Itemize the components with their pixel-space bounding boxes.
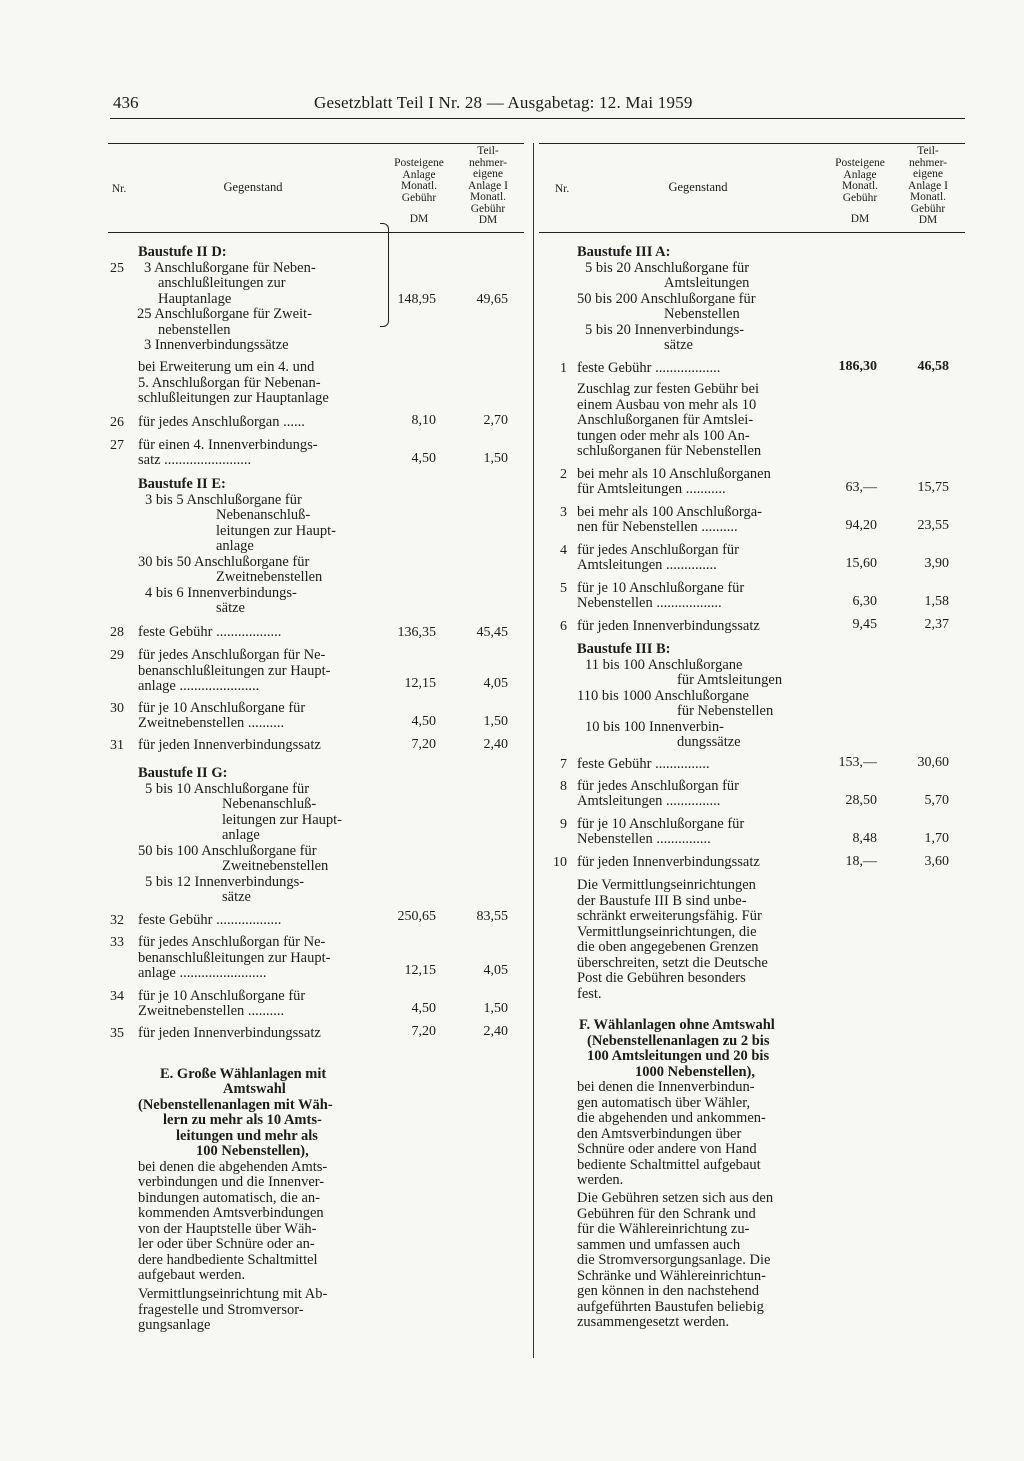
table-text-line: Vermittlungseinrichtungen, die [577, 924, 757, 940]
fee-teilnehmereigene: 3,90 [924, 556, 949, 571]
header-nr: Nr. [111, 183, 127, 195]
header-col1-line: Monatl. [841, 180, 879, 192]
row-number: 35 [110, 1026, 124, 1041]
section-heading: Amtswahl [223, 1081, 286, 1097]
table-text-line: die oben angegebenen Grenzen [577, 939, 759, 955]
table-text-line: 5. Anschlußorgan für Nebenan- [138, 375, 321, 391]
section-heading: F. Wählanlagen ohne Amtswahl [579, 1017, 775, 1033]
section-heading: 100 Nebenstellen), [196, 1143, 309, 1159]
table-text-line: den Amtsverbindungen über [577, 1126, 742, 1142]
row-number: 2 [560, 467, 567, 482]
table-text-line: gungsanlage [138, 1317, 211, 1333]
fee-teilnehmereigene: 1,50 [483, 451, 508, 466]
table-text-line: Schnüre oder andere von Hand [577, 1141, 757, 1157]
table-text-line: gen können in den nachstehend [577, 1283, 760, 1299]
table-text-line: nebenstellen [158, 322, 231, 338]
fee-posteigene: 148,95 [397, 292, 436, 307]
header-col1-line: Posteigene [835, 157, 885, 169]
fee-posteigene: 9,45 [852, 617, 877, 632]
table-text-line: 5 bis 10 Anschlußorgane für [145, 781, 310, 797]
table-text-line: feste Gebühr .................. [577, 360, 721, 376]
table-text-line: überschreiten, setzt die Deutsche [577, 955, 768, 971]
page-number: 436 [113, 93, 139, 112]
table-text-line: sätze [664, 337, 693, 353]
header-teilnehmereigene [891, 146, 965, 227]
table-text-line: leitungen zur Haupt- [216, 523, 336, 539]
table-text-line: für je 10 Anschlußorgane für [138, 988, 306, 1004]
fee-posteigene: 6,30 [852, 594, 877, 609]
table-text-line: 5 bis 20 Innenverbindungs- [585, 322, 745, 338]
header-col1-line: Gebühr [401, 191, 437, 204]
table-text-line: für Nebenstellen [677, 703, 774, 719]
fee-teilnehmereigene: 30,60 [917, 755, 949, 770]
table-text-line: für jedes Anschlußorgan für [577, 778, 740, 794]
table-text-line: fragestelle und Stromversor- [138, 1302, 304, 1318]
table-text-line: Zweitnebenstellen .......... [138, 1003, 285, 1019]
fee-teilnehmereigene: 1,50 [483, 714, 508, 729]
table-text-line: 5 bis 12 Innenverbindungs- [145, 874, 305, 890]
table-text-line: für jeden Innenverbindungssatz [138, 1025, 321, 1041]
header-col1-unit: DM [409, 213, 429, 225]
row-number: 9 [560, 817, 567, 832]
header-col2-line: Anlage I [908, 179, 948, 192]
fee-teilnehmereigene: 1,70 [924, 831, 949, 846]
table-text-line: aufgebaut werden. [138, 1267, 246, 1283]
table-text-line: einem Ausbau von mehr als 10 [577, 397, 757, 413]
table-text-line: Vermittlungseinrichtung mit Ab- [138, 1286, 328, 1302]
fee-posteigene: 4,50 [411, 451, 436, 466]
table-text-line: 25 Anschlußorgane für Zweit- [137, 306, 312, 322]
table-text-line: für Amtsleitungen [677, 672, 783, 688]
table-text-line: die Stromversorgungsanlage. Die [577, 1252, 771, 1268]
fee-posteigene: 18,— [845, 854, 877, 869]
table-text-line: Amtsleitungen .............. [577, 557, 717, 573]
left-column [108, 143, 524, 1333]
header-rule [110, 118, 965, 119]
table-text-line: 50 bis 200 Anschlußorgane für [577, 291, 756, 307]
table-header-right [539, 143, 965, 233]
table-text-line: leitungen zur Haupt- [222, 812, 342, 828]
section-heading: Baustufe II D: [138, 244, 227, 260]
row-number: 3 [560, 505, 567, 520]
table-text-line: 50 bis 100 Anschlußorgane für [138, 843, 317, 859]
fee-teilnehmereigene: 1,58 [924, 594, 949, 609]
right-column [539, 143, 965, 1330]
table-text-line: für je 10 Anschlußorgane für [577, 580, 745, 596]
row-number: 5 [560, 581, 567, 596]
row-number: 27 [110, 438, 124, 453]
table-text-line: anlage ...................... [138, 678, 260, 694]
fee-teilnehmereigene: 3,60 [924, 854, 949, 869]
table-text-line: Die Gebühren setzen sich aus den [577, 1190, 774, 1206]
fee-teilnehmereigene: 2,37 [924, 617, 949, 632]
row-number: 7 [560, 757, 567, 772]
fee-posteigene: 186,30 [838, 359, 877, 374]
table-text-line: ler oder über Schnüre oder an- [138, 1236, 315, 1252]
row-number: 34 [110, 989, 124, 1004]
brace-bracket [380, 223, 389, 327]
table-text-line: 3 bis 5 Anschlußorgane für [145, 492, 302, 508]
header-col1-unit: DM [850, 213, 870, 225]
row-number: 31 [110, 738, 124, 753]
table-text-line: Anschlußorganen für Amtslei- [577, 412, 754, 428]
section-heading: (Nebenstellenanlagen mit Wäh- [138, 1097, 333, 1113]
fee-teilnehmereigene: 2,40 [483, 737, 508, 752]
table-text-line: Die Vermittlungseinrichtungen [577, 877, 756, 893]
table-text-line: Zweitnebenstellen .......... [138, 715, 285, 731]
fee-teilnehmereigene: 45,45 [476, 625, 508, 640]
row-number: 4 [560, 543, 567, 558]
table-text-line: satz ........................ [138, 452, 252, 468]
header-col1-line: Anlage [402, 168, 436, 181]
header-col2-line: Monatl. [469, 191, 507, 203]
table-text-line: dungssätze [677, 734, 741, 750]
section-heading: Baustufe III A: [577, 244, 671, 260]
table-text-line: Nebenstellen ............... [577, 831, 711, 847]
fee-teilnehmereigene: 4,05 [483, 963, 508, 978]
header-gegenstand: Gegenstand [223, 180, 283, 194]
fee-teilnehmereigene: 23,55 [917, 518, 949, 533]
table-text-line: sätze [216, 600, 245, 616]
table-text-line: Nebenanschluß- [222, 796, 317, 812]
row-number: 28 [110, 625, 124, 640]
fee-posteigene: 4,50 [411, 1001, 436, 1016]
table-text-line: bei denen die abgehenden Amts- [138, 1159, 328, 1175]
fee-posteigene: 4,50 [411, 714, 436, 729]
table-text-line: für jeden Innenverbindungssatz [138, 737, 321, 753]
table-text-line: bei mehr als 10 Anschlußorganen [577, 466, 771, 482]
header-col2-line: Teil- [917, 145, 939, 157]
table-text-line: für je 10 Anschlußorgane für [577, 816, 745, 832]
table-text-line: aufgeführten Baustufen beliebig [577, 1299, 764, 1315]
table-text-line: für Amtsleitungen ........... [577, 481, 726, 497]
table-text-line: bei denen die Innenverbindun- [577, 1079, 755, 1095]
table-text-line: von der Hauptstelle über Wäh- [138, 1221, 317, 1237]
header-col2-line: eigene [912, 168, 943, 180]
header-nr: Nr. [554, 183, 570, 195]
table-text-line: 11 bis 100 Anschlußorgane [585, 657, 743, 673]
section-heading: 1000 Nebenstellen), [635, 1064, 756, 1080]
fee-posteigene: 28,50 [845, 793, 877, 808]
table-text-line: die abgehenden und ankommen- [577, 1110, 766, 1126]
table-text-line: feste Gebühr .................. [138, 912, 282, 928]
table-text-line: dere handbediente Schaltmittel [138, 1252, 318, 1268]
table-text-line: zusammengesetzt werden. [577, 1314, 730, 1330]
table-text-line: 30 bis 50 Anschlußorgane für [138, 554, 310, 570]
table-text-line: benanschlußleitungen zur Haupt- [138, 663, 331, 679]
table-text-line: Zuschlag zur festen Gebühr bei [577, 381, 759, 397]
row-number: 30 [110, 701, 124, 716]
header-col1-line: Posteigene [394, 157, 444, 169]
fee-posteigene: 8,10 [411, 413, 436, 428]
row-number: 10 [553, 855, 567, 870]
table-text-line: für jeden Innenverbindungssatz [577, 618, 760, 634]
fee-teilnehmereigene: 4,05 [483, 676, 508, 691]
section-heading: E. Große Wählanlagen mit [160, 1066, 327, 1082]
table-text-line: bei mehr als 100 Anschlußorga- [577, 504, 762, 520]
table-text-line: für je 10 Anschlußorgane für [138, 700, 306, 716]
header-col2-line: eigene [472, 168, 503, 180]
fee-posteigene: 7,20 [411, 1024, 436, 1039]
table-text-line: schlußleitungen zur Hauptanlage [138, 390, 329, 406]
table-text-line: 110 bis 1000 Anschlußorgane [577, 688, 749, 704]
page-title: Gesetzblatt Teil I Nr. 28 — Ausgabetag: 12. Mai 1959 [314, 93, 693, 112]
table-text-line: sammen und umfassen auch [577, 1237, 741, 1253]
table-text-line: Gebühren für den Schrank und [577, 1206, 756, 1222]
table-text-line: Amtsleitungen [664, 275, 750, 291]
fee-posteigene: 153,— [838, 755, 877, 770]
header-col2-line: Gebühr [910, 202, 946, 215]
fee-posteigene: 15,60 [845, 556, 877, 571]
fee-teilnehmereigene: 1,50 [483, 1001, 508, 1016]
header-col2-line: nehmer- [468, 156, 508, 169]
fee-teilnehmereigene: 46,58 [917, 359, 949, 374]
table-text-line: der Baustufe III B sind unbe- [577, 893, 747, 909]
header-col2-line: Gebühr [470, 202, 506, 215]
table-text-line: 10 bis 100 Innenverbin- [585, 719, 724, 735]
section-heading: Baustufe II E: [138, 476, 226, 492]
header-col2-line: nehmer- [908, 156, 948, 169]
table-text-line: für jeden Innenverbindungssatz [577, 854, 760, 870]
table-text-line: bindungen automatisch, die an- [138, 1190, 321, 1206]
table-text-line: 5 bis 20 Anschlußorgane für [585, 260, 750, 276]
row-number: 8 [560, 779, 567, 794]
header-posteigene [378, 158, 460, 226]
header-col2-line: Anlage I [468, 179, 508, 192]
row-number: 26 [110, 415, 124, 430]
table-text-line: bei Erweiterung um ein 4. und [138, 359, 315, 375]
table-text-line: fest. [577, 986, 602, 1002]
row-number: 33 [110, 935, 124, 950]
table-text-line: Nebenstellen .................. [577, 595, 722, 611]
table-text-line: Amtsleitungen ............... [577, 793, 721, 809]
fee-posteigene: 94,20 [845, 518, 877, 533]
table-text-line: anlage [222, 827, 260, 843]
table-text-line: 3 Anschlußorgane für Neben- [144, 260, 316, 276]
table-text-line: sätze [222, 889, 251, 905]
fee-posteigene: 136,35 [397, 625, 436, 640]
header-col2-line: Monatl. [909, 191, 947, 203]
table-text-line: feste Gebühr ............... [577, 756, 710, 772]
table-text-line: Hauptanlage [158, 291, 232, 307]
table-text-line: feste Gebühr .................. [138, 624, 282, 640]
section-heading: leitungen und mehr als [176, 1128, 318, 1144]
fee-teilnehmereigene: 2,40 [483, 1024, 508, 1039]
table-text-line: werden. [577, 1172, 624, 1188]
table-text-line: für einen 4. Innenverbindungs- [138, 437, 318, 453]
table-text-line: für jedes Anschlußorgan für Ne- [138, 934, 326, 950]
header-col1-line: Gebühr [842, 191, 878, 204]
header-col2-line: Teil- [477, 145, 499, 157]
header-col1-line: Monatl. [400, 180, 438, 192]
table-text-line: kommenden Amtsverbindungen [138, 1205, 324, 1221]
table-text-line: Nebenanschluß- [216, 507, 311, 523]
section-heading: lern zu mehr als 10 Amts- [163, 1112, 322, 1128]
header-col1-line: Anlage [843, 168, 877, 181]
section-heading: Baustufe II G: [138, 765, 228, 781]
header-col2-unit: DM [918, 214, 938, 226]
table-text-line: Post die Gebühren besonders [577, 970, 746, 986]
row-number: 32 [110, 913, 124, 928]
table-text-line: benanschlußleitungen zur Haupt- [138, 950, 331, 966]
fee-teilnehmereigene: 5,70 [924, 793, 949, 808]
table-text-line: Schränke und Wählereinrichtun- [577, 1268, 766, 1284]
table-text-line: tungen oder mehr als 100 An- [577, 428, 750, 444]
table-text-line: anlage [216, 538, 254, 554]
fee-teilnehmereigene: 15,75 [917, 480, 949, 495]
table-text-line: schränkt erweiterungsfähig. Für [577, 908, 762, 924]
section-heading: 100 Amtsleitungen und 20 bis [587, 1048, 770, 1064]
table-text-line: gen automatisch über Wähler, [577, 1095, 751, 1111]
table-text-line: anlage ........................ [138, 965, 267, 981]
header-teilnehmereigene [452, 146, 524, 227]
row-number: 1 [560, 361, 567, 376]
row-number: 25 [110, 261, 124, 276]
fee-posteigene: 63,— [845, 480, 877, 495]
table-text-line: Zweitnebenstellen [222, 858, 329, 874]
fee-posteigene: 7,20 [411, 737, 436, 752]
table-text-line: für jedes Anschlußorgan für [577, 542, 740, 558]
fee-teilnehmereigene: 2,70 [483, 413, 508, 428]
table-text-line: Nebenstellen [664, 306, 740, 322]
table-text-line: Zweitnebenstellen [216, 569, 323, 585]
table-header-left [108, 143, 524, 233]
column-separator [533, 143, 534, 1358]
section-heading: Baustufe III B: [577, 641, 671, 657]
table-text-line: für die Wählereinrichtung zu- [577, 1221, 750, 1237]
table-text-line: für jedes Anschlußorgan ...... [138, 414, 305, 430]
fee-posteigene: 250,65 [397, 909, 436, 924]
table-text-line: nen für Nebenstellen .......... [577, 519, 738, 535]
row-number: 6 [560, 619, 567, 634]
fee-teilnehmereigene: 49,65 [476, 292, 508, 307]
table-text-line: bediente Schaltmittel aufgebaut [577, 1157, 761, 1173]
header-posteigene [819, 158, 901, 226]
table-text-line: schlußorganen für Nebenstellen [577, 443, 762, 459]
section-heading: (Nebenstellenanlagen zu 2 bis [587, 1033, 770, 1049]
header-col2-unit: DM [478, 214, 498, 226]
fee-posteigene: 12,15 [404, 676, 436, 691]
table-text-line: anschlußleitungen zur [158, 275, 286, 291]
fee-teilnehmereigene: 83,55 [476, 909, 508, 924]
row-number: 29 [110, 648, 124, 663]
header-gegenstand: Gegenstand [668, 180, 728, 194]
table-text-line: verbindungen und die Innenver- [138, 1174, 325, 1190]
table-text-line: 4 bis 6 Innenverbindungs- [145, 585, 297, 601]
table-text-line: 3 Innenverbindungssätze [144, 337, 289, 353]
fee-posteigene: 8,48 [852, 831, 877, 846]
table-text-line: für jedes Anschlußorgan für Ne- [138, 647, 326, 663]
fee-posteigene: 12,15 [404, 963, 436, 978]
